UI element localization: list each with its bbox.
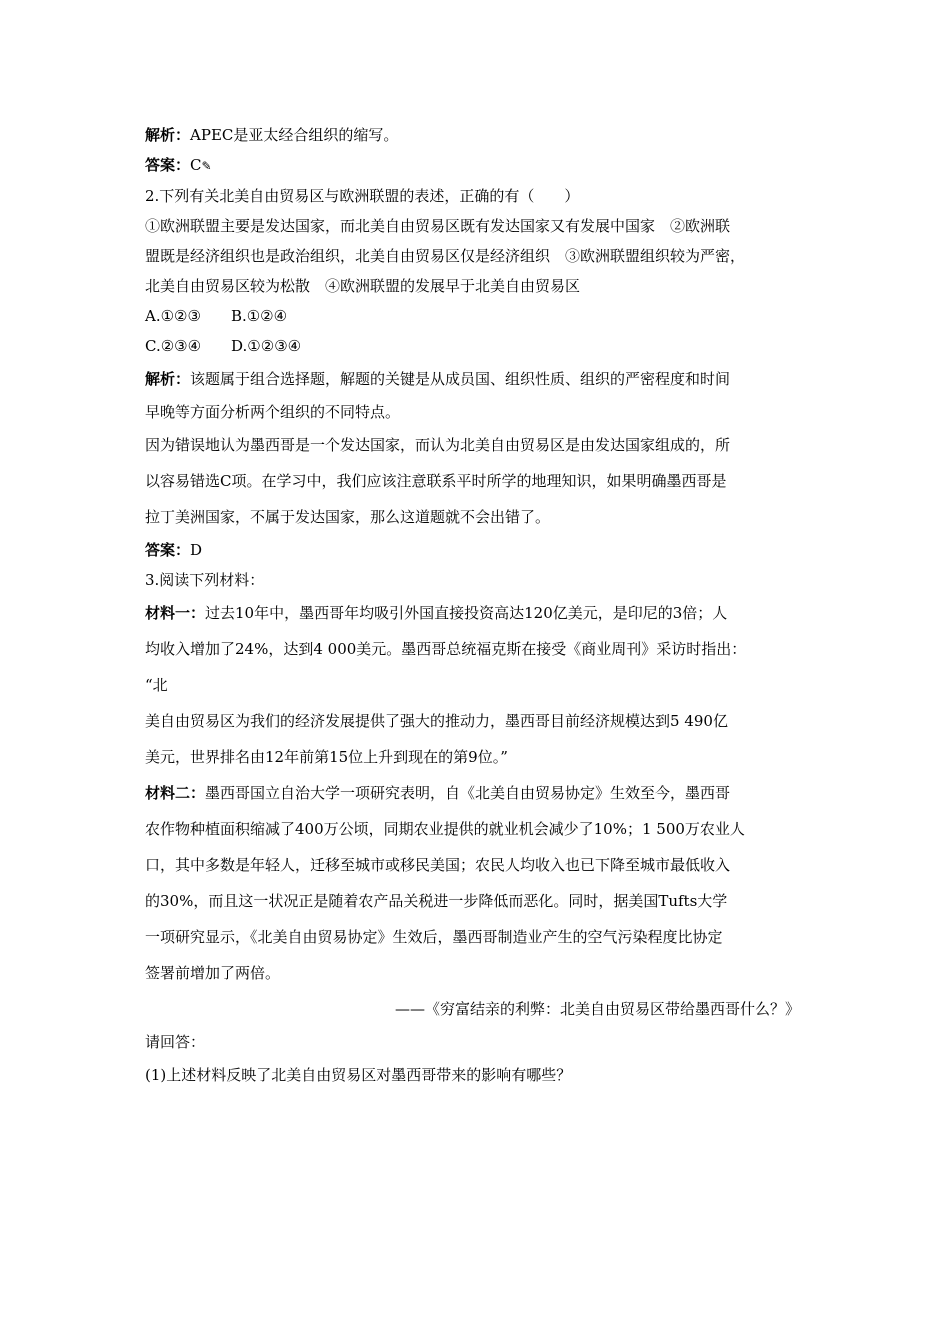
document-page — [145, 120, 810, 1093]
analysis-text: 该题属于组合选择题，解题的关键是从成员国、组织性质、组织的严密程度和时间 — [190, 370, 731, 388]
analysis-label: 解析： — [145, 126, 191, 144]
material2-text: 墨西哥国立自治大学一项研究表明，自《北美自由贸易协定》生效至今，墨西哥 — [205, 784, 731, 802]
answer-text: D — [190, 541, 203, 559]
q3-material1-line: 美自由贸易区为我们的经济发展提供了强大的推动力，墨西哥目前经济规模达到5 490亿 — [145, 712, 728, 730]
q3-source-citation: ——《穷富结亲的利弊：北美自由贸易区带给墨西哥什么？》 — [394, 1000, 800, 1018]
q2-analysis-extra-line: 因为错误地认为墨西哥是一个发达国家，而认为北美自由贸易区是由发达国家组成的，所 — [145, 436, 731, 454]
answer-label: 答案： — [145, 156, 191, 174]
q3-material2-line: 的30%，而且这一状况正是随着农产品关税进一步降低而恶化。同时，据美国Tufts大学 — [145, 892, 728, 910]
q2-analysis-line: 早晚等方面分析两个组织的不同特点。 — [145, 403, 401, 421]
q3-material1-line: “北 — [145, 676, 168, 694]
q2-analysis-extra-line: 以容易错选C项。在学习中，我们应该注意联系平时所学的地理知识，如果明确墨西哥是 — [145, 472, 727, 490]
q2-statement-line: ①欧洲联盟主要是发达国家，而北美自由贸易区既有发达国家又有发展中国家 ②欧洲联 — [145, 217, 731, 235]
q3-question: 3.阅读下列材料： — [145, 571, 265, 589]
q3-material2-line: 口，其中多数是年轻人，迁移至城市或移民美国；农民人均收入也已下降至城市最低收入 — [145, 856, 731, 874]
analysis-text: APEC是亚太经合组织的缩写。 — [190, 126, 399, 144]
q2-question: 2.下列有关北美自由贸易区与欧洲联盟的表述，正确的有（ ） — [145, 187, 580, 205]
q3-material2-line: 农作物种植面积缩减了400万公顷，同期农业提供的就业机会减少了10%；1 500万农业人 — [145, 820, 745, 838]
q3-material2-line: 一项研究显示，《北美自由贸易协定》生效后，墨西哥制造业产生的空气污染程度比协定 — [145, 928, 723, 946]
q1-answer — [145, 150, 810, 181]
answer-text: C — [190, 156, 202, 174]
q2-option-line: C.②③④ D.①②③④ — [145, 337, 302, 355]
material1-label: 材料一： — [145, 604, 206, 622]
material2-label: 材料二： — [145, 784, 206, 802]
q3-prompt: 请回答： — [145, 1033, 206, 1051]
q3-sub-question-1: (1)上述材料反映了北美自由贸易区对墨西哥带来的影响有哪些？ — [145, 1066, 572, 1084]
q2-analysis — [145, 361, 810, 397]
q2-statement-line: 北美自由贸易区较为松散 ④欧洲联盟的发展早于北美自由贸易区 — [145, 277, 581, 295]
q2-answer — [145, 535, 810, 565]
q3-material1-line: 均收入增加了24%，达到4 000美元。墨西哥总统福克斯在接受《商业周刊》采访时指出： — [145, 640, 747, 658]
q2-option-line: A.①②③ B.①②④ — [145, 307, 288, 325]
answer-label: 答案： — [145, 541, 191, 559]
q1-analysis — [145, 120, 810, 150]
q3-material1-line: 美元，世界排名由12年前第15位上升到现在的第9位。” — [145, 748, 508, 766]
analysis-label: 解析： — [145, 370, 191, 388]
q2-analysis-extra-line: 拉丁美洲国家，不属于发达国家，那么这道题就不会出错了。 — [145, 508, 551, 526]
edit-mark-icon: ✎ — [201, 159, 212, 173]
q3-material2-line: 签署前增加了两倍。 — [145, 964, 281, 982]
q3-material2 — [145, 775, 810, 811]
material1-text: 过去10年中，墨西哥年均吸引外国直接投资高达120亿美元，是印尼的3倍；人 — [205, 604, 728, 622]
q3-material1 — [145, 595, 810, 631]
q2-statement-line: 盟既是经济组织也是政治组织，北美自由贸易区仅是经济组织 ③欧洲联盟组织较为严密， — [145, 247, 746, 265]
